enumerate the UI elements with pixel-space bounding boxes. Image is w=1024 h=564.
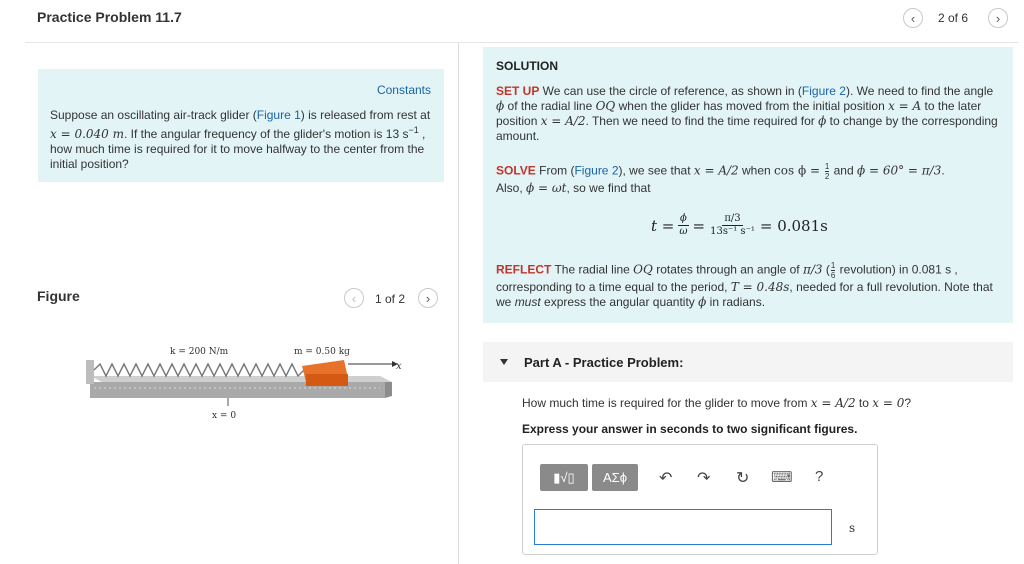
constants-link[interactable]: Constants <box>376 83 431 97</box>
page-indicator: 2 of 6 <box>938 11 969 25</box>
keyboard-icon[interactable]: ⌨ <box>771 469 793 486</box>
part-a-question: How much time is required for the glider to move from x = A/2 to x = 0? <box>522 396 912 410</box>
unit-label: s <box>849 521 856 535</box>
symbols-button[interactable]: ΑΣϕ <box>592 464 638 491</box>
spring-constant-label: k = 200 N/m <box>170 347 229 357</box>
solution-title: SOLUTION <box>496 59 558 73</box>
redo-icon[interactable]: ↷ <box>697 470 711 487</box>
setup-paragraph: SET UP We can use the circle of reference, as shown in (Figure 2). We need to find the angle ϕ of the radial line OQ when the glider has moved from the initial position x = A to the later position x = A/2. Then we need to find the time required for ϕ to change by the corresponding amount. <box>496 84 998 143</box>
problem-panel <box>38 69 444 182</box>
header-divider <box>25 42 1019 43</box>
solve-paragraph: SOLVE From (Figure 2), we see that x = A/2 when cos ϕ = $\frac{1}{2}$ and ϕ = 60° = π/3. Also, ϕ = ωt, so we find that <box>496 162 945 195</box>
figure-1-link[interactable]: Figure 1 <box>256 108 301 122</box>
help-icon[interactable]: ? <box>815 468 824 485</box>
problem-statement: Suppose an oscillating air-track glider (Figure 1) is released from rest at x = 0.040 m. If the angular frequency of the glider's motion is 13 $s^{-1}$ , how much time is required for it to move halfway to the center from the initial position? <box>50 108 431 171</box>
part-a-title: Part A - Practice Problem: <box>524 355 684 370</box>
column-divider <box>458 43 459 564</box>
chevron-left-icon: ‹ <box>910 10 916 26</box>
page-title: Practice Problem 11.7 <box>37 9 182 25</box>
answer-panel <box>522 444 878 555</box>
spring <box>94 364 304 376</box>
reflect-paragraph: REFLECT The radial line OQ rotates through an angle of π/3 ( $\frac{1}{6}$ revolution) in 0.081 s , corresponding to a time equal to the period, T = 0.48s, needed for a full revolution. Note that we must express the angular quantity ϕ in radians. <box>496 261 993 309</box>
chevron-left-icon: ‹ <box>351 290 357 306</box>
templates-button[interactable]: ▮√▯ <box>540 464 588 491</box>
figure-prev-button[interactable] <box>344 288 364 308</box>
figure-next-button[interactable] <box>418 288 438 308</box>
reset-icon[interactable]: ↻ <box>736 470 750 487</box>
prev-page-button[interactable] <box>903 8 923 28</box>
mass-label: m = 0.50 kg <box>294 347 350 357</box>
track-end <box>385 382 392 398</box>
chevron-right-icon: › <box>995 10 1001 26</box>
figure-pager: 1 of 2 <box>375 292 406 306</box>
answer-instruction: Express your answer in seconds to two significant figures. <box>522 422 858 436</box>
wall <box>86 360 94 384</box>
collapse-triangle-icon[interactable] <box>500 359 508 365</box>
x-axis-label: x <box>396 361 402 372</box>
figure-2-link[interactable]: Figure 2 <box>574 163 619 178</box>
glider-body <box>306 374 348 386</box>
chevron-right-icon: › <box>425 290 431 306</box>
time-equation: t = $\frac{\phi}{\omega}$ = $\frac{\pi/3}{\text{13s⁻¹ s⁻¹}}$ = 0.081s <box>651 213 828 237</box>
undo-icon[interactable]: ↶ <box>659 470 673 487</box>
part-a-header[interactable] <box>483 342 1013 382</box>
solution-panel <box>483 47 1013 323</box>
figure-label: Figure <box>37 288 80 304</box>
answer-input[interactable] <box>534 509 832 545</box>
origin-label: x = 0 <box>212 411 237 421</box>
air-track-figure <box>80 338 410 428</box>
figure-2-link[interactable]: Figure 2 <box>801 84 846 98</box>
next-page-button[interactable] <box>988 8 1008 28</box>
